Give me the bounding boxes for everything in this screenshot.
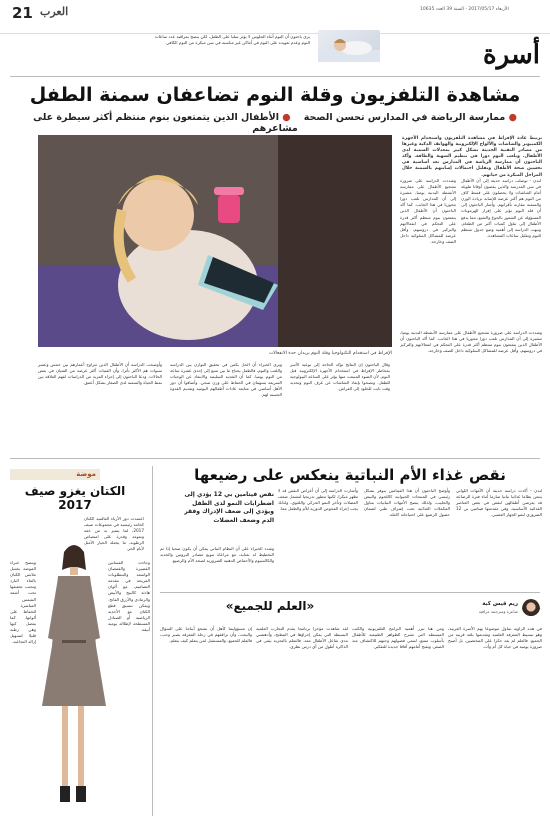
masthead-logo: العرب [40, 5, 69, 18]
second-col-2: وأوضح الباحثون أن هذا الفيتامين يتوفر بشكل رئيسي في المنتجات الحيوانية كاللحوم والبيض والحليب، ولذلك ينصح الأمهات النباتيات بتناول المكملات الغذائية تحت إشراف طبي لضمان حصول الرضيع على احتياجاته كاملة. [364, 488, 450, 518]
second-col-1: لندن - أكدت دراسة حديثة أن الأمهات اللواتي يتبعن نظاما غذائيا نباتيا صارما أثناء فترة الرضاعة قد يعرضن أطفالهن لنقص في بعض العناصر الغذائية الأساسية، وفي مقدمتها فيتامين بي 12 الضروري لنمو الجهاز العصبي. [456, 488, 542, 518]
column-headline: «العلم للجميع» [225, 599, 315, 613]
fashion-intro: اعتمدت دور الأزياء العالمية الكتان كخامة رئيسية في مجموعات صيف 2017، لما يتميز به من خفة ونعومة وقدرة على امتصاص الرطوبة، ما يجعله الخيار الأمثل لأيام الحر. [84, 516, 144, 552]
author-name: ريم قيس كبة [482, 601, 518, 607]
column-col-1: في هذه الزاوية نتناول موضوعا يهم الأسرة العربية، وهو تبسيط المعرفة العلمية وتقديمها بلغة قريبة من الجميع. فالعلم لم يعد حكرا على المختصين، بل أصبح ضرورة يومية في حياة كل أم وأب. [448, 626, 542, 650]
bullet-icon: ● [508, 112, 517, 123]
subhead-2: الأطفال الذين يتمتعون بنوم منتظم أكثر سيطرة على مشاعرهم [33, 112, 298, 134]
article-divider [10, 458, 540, 459]
main-col-1: لندن - توصلت دراسة حديثة إلى أن الأطفال في سن المدرسة والذين يقضون أوقاتا طويلة أمام الشاشات ولا يحصلون على قسط كاف من النوم هم أكثر عرضة للإصابة بزيادة الوزن والسمنة مقارنة بأقرانهم. وأشار الباحثون إلى أن قلة النوم تؤثر على إفراز الهرمونات المسؤولة عن الشعور بالجوع والشبع، مما يدفع الأطفال إلى تناول كميات أكبر من الطعام. ونبهت الدراسة إلى أهمية وضع جدول منتظم للنوم وتقليل ساعات المشاهدة. [460, 178, 541, 238]
photo-illustration [38, 135, 392, 347]
main-headline: مشاهدة التلفزيون وقلة النوم تضاعفان سمنة الطفل [29, 84, 521, 106]
main-col-6: وشددت الدراسة على ضرورة تشجيع الأطفال على ممارسة الأنشطة البدنية يوميا، مشيرة إلى أن المدارس تلعب دورا محوريا في هذا الجانب. كما أكد الباحثون أن الأطفال الذين يتمتعون بنوم منتظم أكثر قدرة على التحكم في انفعالاتهم والتركيز في دروسهم، وأقل عرضة للمشاكل السلوكية داخل الصف وخارجه. [400, 330, 542, 354]
model-illustration [34, 540, 112, 810]
fashion-model-image [34, 540, 112, 810]
fashion-label: موضة [10, 469, 100, 480]
main-col-2: وشددت الدراسة على ضرورة تشجيع الأطفال على ممارسة الأنشطة البدنية يوميا، مشيرة إلى أن المدارس تلعب دورا محوريا في هذا الجانب. كما أكد الباحثون أن الأطفال الذين يتمتعون بنوم منتظم أكثر قدرة على التحكم في انفعالاتهم والتركيز في دروسهم، وأقل عرضة للمشاكل السلوكية داخل الصف وخارجه. [400, 178, 456, 244]
dateline: الأربعاء 2017/05/17 - السنة 39 العدد 10635 [420, 7, 509, 12]
main-subhead [10, 112, 540, 134]
column-col-4: إن مسؤوليتنا كأهل أن نشجع أبناءنا على السؤال والبحث، وأن نرافقهم في رحلة المعرفة بصبر وحب، فالعلم للجميع، والمستقبل لمن يتعلم كيف يتعلم. [160, 626, 252, 644]
column-author [420, 599, 540, 621]
column-col-2: ومن هنا تبرز أهمية البرامج التلفزيونية والكتب المبسطة التي تشرح الظواهر الطبيعية للأطفال بأسلوب ممتع، لتنمي فضولهم وحبهم للاكتشاف منذ الصغر، وتفتح أمامهم آفاقا جديدة للتفكير. [352, 626, 444, 650]
fashion-title: الكتان يغزو صيف 2017 [24, 484, 126, 512]
main-col-3: وقال الباحثون إن النتائج تؤكد الحاجة إلى توعية الأسر بمخاطر الإفراط في استخدام الأجهزة الإلكترونية قبل النوم، لأن الضوء المنبعث منها يؤثر على الساعة البيولوجية للطفل. ونصحوا بإبعاد الشاشات عن غرف النوم وتحديد وقت ثابت للخلود إلى الفراش. [290, 362, 390, 392]
fashion-divider [152, 466, 153, 816]
bullet-icon: ● [282, 112, 291, 123]
pull-quote: نقص فيتامين بي 12 يؤدي إلى اضطرابات النمو لدى الطفل ويؤدي إلى ضعف الإدراك وفقر الدم وضعف العضلات [184, 491, 274, 524]
fashion-col-1: وجاءت الفساتين القصيرة والقمصان الواسعة والبنطلونات المريحة في مقدمة التصاميم، مع ألوان هادئة كالبيج والأبيض والرمادي والأزرق الفاتح. ويمكن تنسيق قطع الكتان مع الأحذية الرياضية أو الصنادل المسطحة لإطلالة يومية أنيقة. [108, 560, 150, 633]
page-number: 21 [12, 4, 33, 22]
fashion-col-2: وينصح خبراء الموضة بغسل ملابس الكتان بالماء البارد وتجنب تجفيفها تحت أشعة الشمس المباشرة للحفاظ على ألوانها. كما يفضل كيها وهي رطبة قليلا لتسهيل إزالة التجاعيد. [10, 560, 36, 645]
sleeping-child-image [318, 30, 380, 62]
section-divider [10, 76, 540, 77]
main-col-5: وأوضحت الدراسة أن الأطفال الذين تتراوح أعمارهم بين خمس وعشر سنوات هم الأكثر تأثرا، وأن الفتيات أكثر عرضة من الفتيان في بعض الحالات. ودعا الباحثون إلى إجراء المزيد من الدراسات لفهم العلاقة بين نمط الحياة والسمنة لدى الصغار بشكل أعمق. [38, 362, 162, 386]
promo-image [318, 30, 380, 62]
column-col-3: لقد شاهدت مؤخرا برنامجا يقدم التجارب العلمية البسيطة التي يمكن إجراؤها في المطبخ، وأدهشني مدى تفاعل الأطفال معه. فالتعلم بالتجربة يبقى في الذاكرة أطول من أي درس نظري. [256, 626, 348, 650]
second-headline: نقص غذاء الأم النباتية ينعكس على رضيعها [194, 466, 506, 484]
child-tablet-photo [38, 135, 392, 347]
column-divider [160, 592, 540, 593]
article-intro: ترتبط عادة الإفراط في مشاهدة التلفزيون واستخدام الأجهزة الكمبيوتر والشاشات والألواح الإلكترونية والهواتف الذكية وغيرها من مصادر التقنية الحديثة بشكل كبير بمعدلات السمنة لدى الأطفال. ويلعب النوم دورا في تنظيم الشهية والطاقة. وأكد الباحثون أن ممارسة الرياضة في المدارس تعد أساسية في تحسين صحة الأطفال وتقليل احتمالات إصابتهم بالسمنة خلال المراحل المبكرة من حياتهم. [402, 136, 542, 178]
subhead-1: ممارسة الرياضة في المدارس تحسن الصحة [303, 112, 506, 123]
promo-box [150, 28, 430, 64]
second-col-4: وشدد الخبراء على أن النظام النباتي يمكن أن يكون صحيا إذا تم التخطيط له بعناية، مع مراعاة تنويع مصادر البروتين والحديد والكالسيوم والأحماض الدهنية الضرورية لصحة الأم والرضيع. [160, 546, 274, 564]
main-col-4: ويرى الخبراء أن الحل يكمن في تحقيق التوازن بين الدراسة واللعب والنوم، فالطفل يحتاج ما بين تسع إلى إحدى عشرة ساعة من النوم يوميا. كما أن التغذية السليمة والابتعاد عن الوجبات السريعة يسهمان في الحفاظ على وزن صحي. وأضافوا أن دور الأهل أساسي في متابعة عادات أطفالهم اليومية وتقديم القدوة الحسنة لهم. [170, 362, 282, 398]
second-col-3: وأشارت الدراسة إلى أن أعراض النقص قد لا تظهر مبكرا، لكنها تتطور تدريجيا لتشمل ضعف العضلات وتأخر النمو الحركي واللغوي، ولذلك يجب إجراء الفحوص الدورية للأم والطفل معا. [278, 488, 358, 512]
promo-text: يرى باحثون أن النوم أثناء الجلوس لا يؤثر سلبا على الطفل، لكن ينصح بمراقبة عدد ساعات النوم وعدم تعويده على النوم في أماكن غير مناسبة في سن مبكرة من النوم الكافي [154, 34, 310, 45]
section-title: أسرة [483, 40, 540, 70]
author-role: شاعرة ومترجمة عراقية [478, 609, 518, 614]
avatar [522, 599, 540, 619]
photo-caption: الإفراط في استخدام التكنولوجيا وقلة النوم يزيدان حدة الانفعالات [268, 351, 392, 356]
